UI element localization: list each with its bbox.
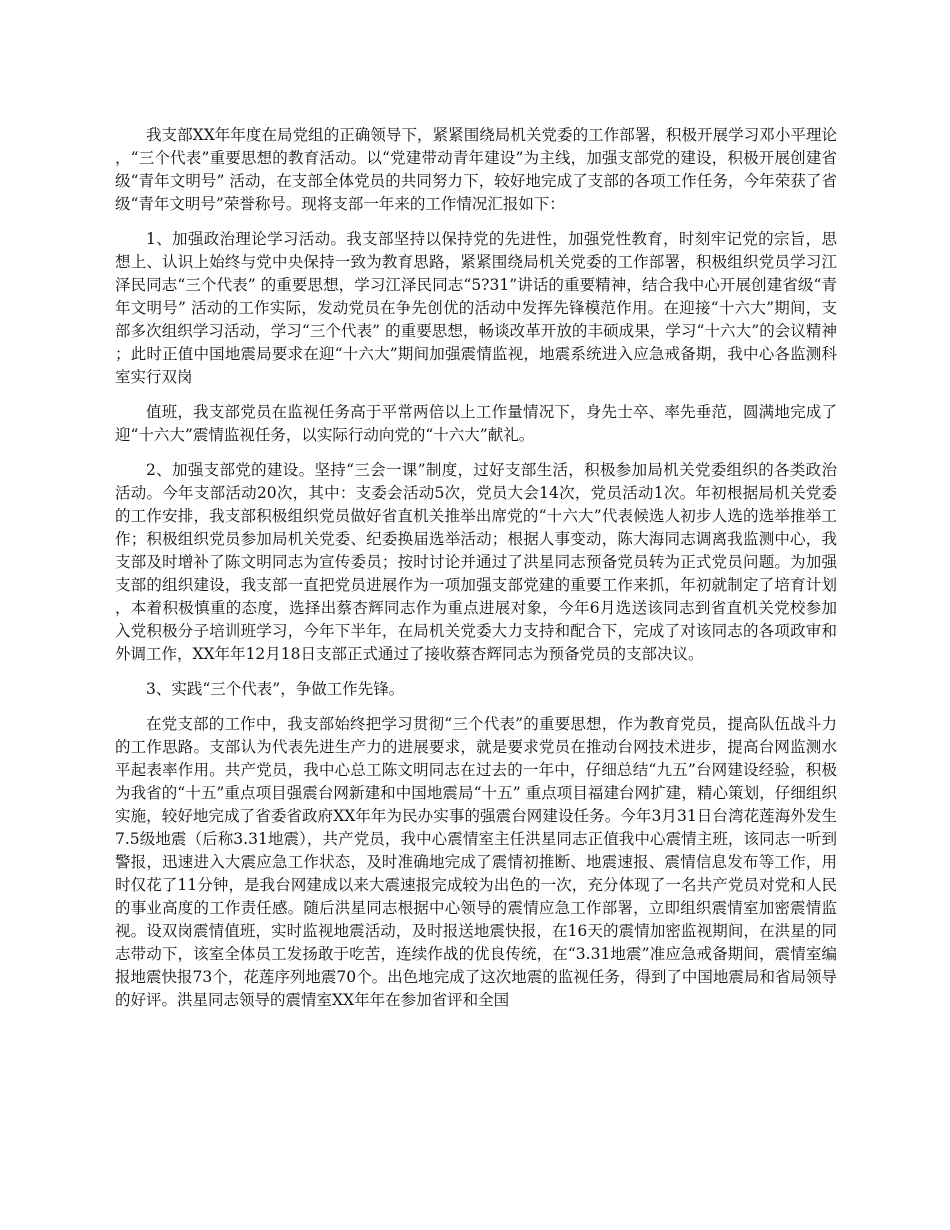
document-body <box>115 124 837 1024</box>
section-1-continuation-paragraph: 值班，我支部党员在监视任务高于平常两倍以上工作量情况下，身先士卒、率先垂范，圆满地完成了迎“十六大”震情监视任务，以实际行动向党的“十六大”献礼。 <box>115 403 837 444</box>
section-3-paragraph: 在党支部的工作中，我支部始终把学习贯彻“三个代表”的重要思想，作为教育党员，提高队伍战斗力的工作思路。支部认为代表先进生产力的进展要求，就是要求党员在推动台网技术进步，提高台网监测水平起表率作用。共产党员，我中心总工陈文明同志在过去的一年中，仔细总结“九五”台网建设经验，积极为我省的“十五”重点项目强震台网新建和中国地震局“十五” 重点项目福建台网扩建，精心策划，仔细组织实施，较好地完成了省委省政府XX年年为民办实事的强震台网建设任务。今年3月31日台湾花莲海外发生7.5级地震（后称3.31地震），共产党员，我中心震情室主任洪星同志正值我中心震情主班，该同志一听到警报，迅速进入大震应急工作状态，及时准确地完成了震情初推断、地震速报、震情信息发布等工作，用时仅花了11分钟，是我台网建成以来大震速报完成较为出色的一次，充分体现了一名共产党员对党和人民的事业高度的工作责任感。随后洪星同志根据中心领导的震情应急工作部署，立即组织震情室加密震情监视。设双岗震情值班，实时监视地震活动，及时报送地震快报，在16天的震情加密监视期间，在洪星的同志带动下，该室全体员工发扬敢于吃苦，连续作战的优良传统，在“3.31地震”准应急戒备期间，震情室编报地震快报73个，花莲序列地震70个。出色地完成了这次地震的监视任务，得到了中国地震局和省局领导的好评。洪星同志领导的震情室XX年年在参加省评和全国 <box>115 715 837 1009</box>
section-1-paragraph: 1、加强政治理论学习活动。我支部坚持以保持党的先进性，加强党性教育，时刻牢记党的宗旨，思想上、认识上始终与党中央保持一致为教育思路，紧紧围绕局机关党委的工作部署，积极组织党员学习江泽民同志“三个代表” 的重要思想，学习江泽民同志“5?31”讲话的重要精神，结合我中心开展创建省级“青年文明号” 活动的工作实际，发动党员在争先创优的活动中发挥先锋模范作用。在迎接“十六大”期间，支部多次组织学习活动，学习“三个代表” 的重要思想，畅谈改革开放的丰硕成果，学习“十六大”的会议精神；此时正值中国地震局要求在迎“十六大”期间加强震情监视，地震系统进入应急戒备期，我中心各监测科室实行双岗 <box>115 230 837 386</box>
intro-paragraph: 我支部XX年年度在局党组的正确领导下，紧紧围绕局机关党委的工作部署，积极开展学习邓小平理论，“三个代表”重要思想的教育活动。以“党建带动青年建设”为主线，加强支部党的建设，积极开展创建省级“青年文明号” 活动，在支部全体党员的共同努力下，较好地完成了支部的各项工作任务，今年荣获了省级“青年文明号”荣誉称号。现将支部一年来的工作情况汇报如下： <box>115 126 837 213</box>
section-3-heading: 3、实践“三个代表”，争做工作先锋。 <box>146 680 405 698</box>
section-2-paragraph: 2、加强支部党的建设。坚持“三会一课”制度，过好支部生活，积极参加局机关党委组织的各类政治活动。今年支部活动20次，其中：支委会活动5次，党员大会14次，党员活动1次。年初根据局机关党委的工作安排，我支部积极组织党员做好省直机关推举出席党的“十六大”代表候选人初步人选的选举推举工作；积极组织党员参加局机关党委、纪委换届选举活动；根据人事变动，陈大海同志调离我监测中心，我支部及时增补了陈文明同志为宣传委员；按时讨论并通过了洪星同志预备党员转为正式党员问题。为加强支部的组织建设，我支部一直把党员进展作为一项加强支部党建的重要工作来抓，年初就制定了培育计划，本着积极慎重的态度，选择出蔡杏辉同志作为重点进展对象，今年6月选送该同志到省直机关党校参加入党积极分子培训班学习，今年下半年，在局机关党委大力支持和配合下，完成了对该同志的各项政审和外调工作，XX年年12月18日支部正式通过了接收蔡杏辉同志为预备党员的支部决议。 <box>115 461 837 663</box>
